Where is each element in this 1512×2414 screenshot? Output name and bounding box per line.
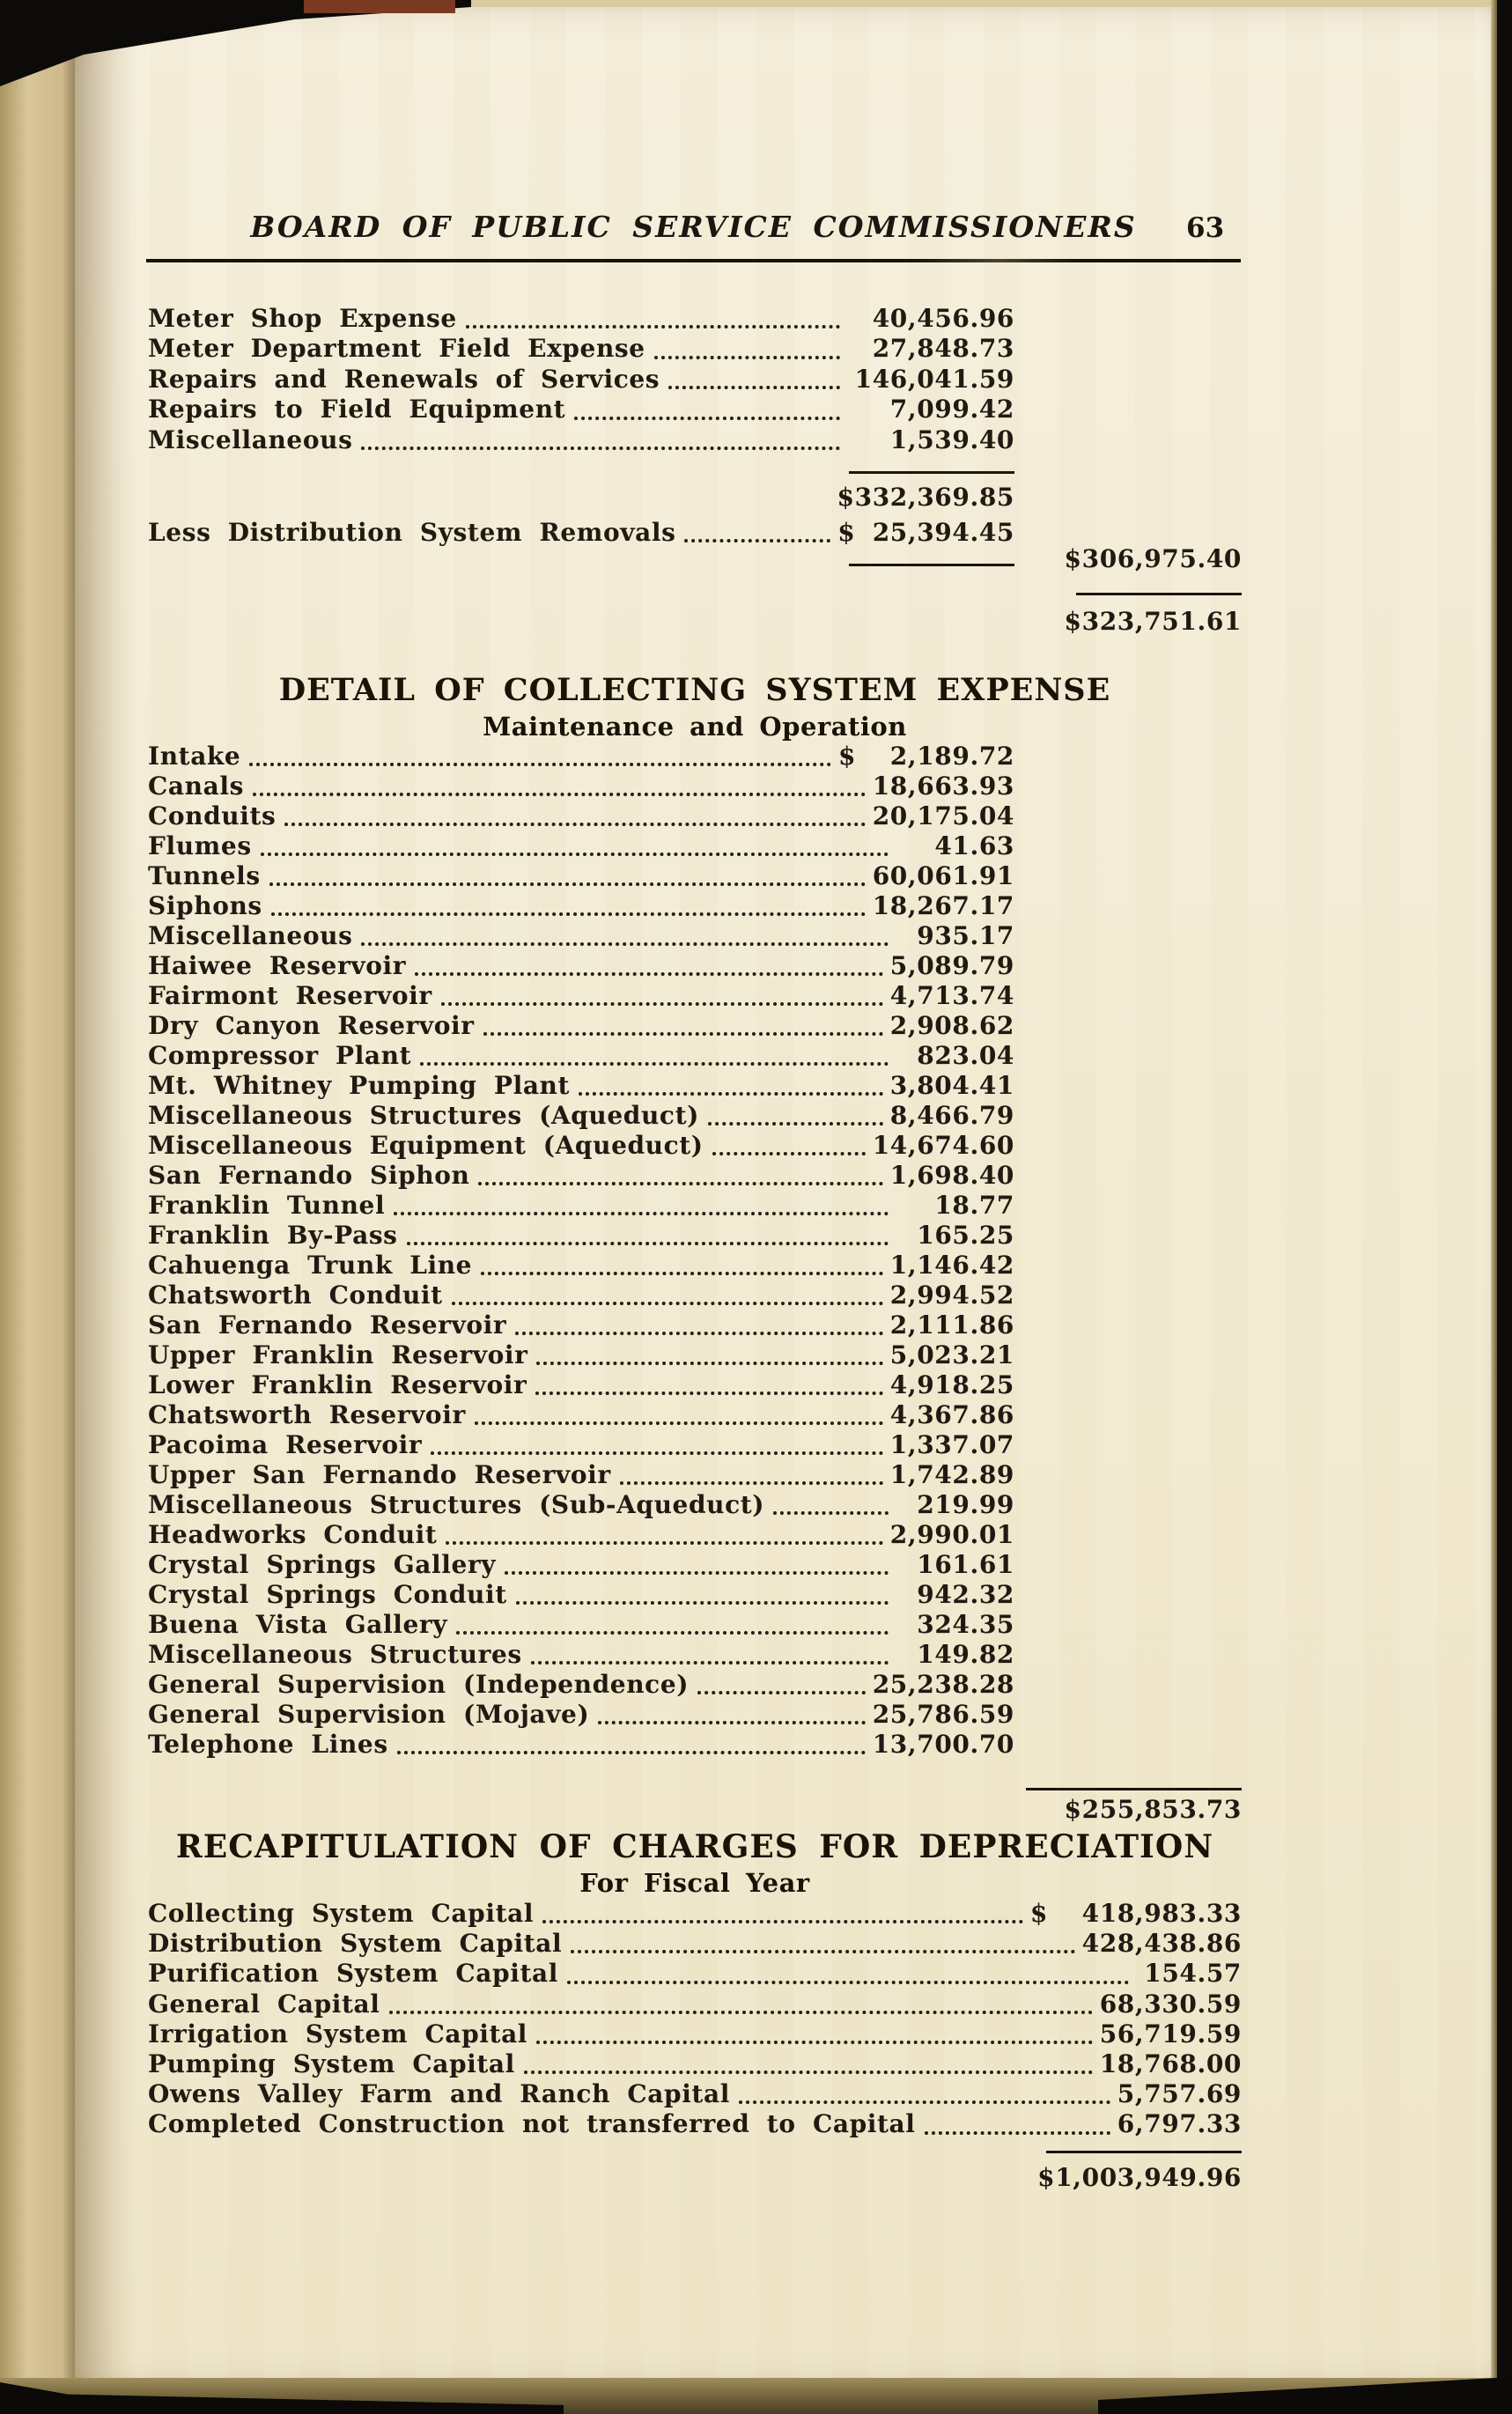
dot-leader	[531, 1661, 889, 1665]
ledger-row-value: 4,918.25	[889, 1370, 1014, 1399]
ledger-row-label: General Supervision (Mojave)	[148, 1700, 590, 1729]
ledger-row	[148, 365, 1014, 395]
ledger-row	[148, 1131, 1014, 1161]
dot-leader	[261, 853, 889, 856]
dot-leader	[579, 1092, 883, 1096]
ledger-row	[148, 1161, 1014, 1191]
dot-leader	[739, 2100, 1110, 2104]
ledger-row	[148, 801, 1014, 831]
ledger-row-value: 25,786.59	[872, 1700, 1014, 1729]
ledger-row-value: 1,539.40	[889, 424, 1014, 454]
dot-leader	[441, 1002, 883, 1006]
collecting-detail-subheading: Maintenance and Operation	[483, 712, 907, 742]
binding-edge-right	[1497, 0, 1512, 2414]
ledger-row-label: Meter Department Field Expense	[148, 334, 645, 364]
dot-leader	[397, 1751, 866, 1754]
dot-leader	[505, 1571, 889, 1575]
dot-leader	[708, 1122, 883, 1126]
ledger-row-label: Miscellaneous Structures	[148, 1640, 522, 1669]
dot-leader	[284, 823, 865, 826]
collecting-total: $255,853.73	[1064, 1795, 1242, 1824]
binding-patch-top	[304, 0, 455, 13]
ledger-row-value: 5,757.69	[1117, 2079, 1242, 2109]
ledger-row	[148, 1251, 1014, 1281]
ledger-row	[148, 1990, 1242, 2019]
ledger-row-value: 324.35	[917, 1610, 1014, 1639]
recapitulation-subheading: For Fiscal Year	[579, 1868, 810, 1898]
collecting-total-rule	[1026, 1788, 1242, 1790]
ledger-row-label: Canals	[148, 771, 244, 801]
dot-leader	[361, 942, 889, 946]
ledger-row-label: Franklin By-Pass	[148, 1221, 398, 1250]
dot-leader	[536, 1362, 882, 1365]
ledger-row	[148, 1221, 1014, 1251]
ledger-row-value: 149.82	[917, 1640, 1014, 1669]
ledger-row-label: Repairs to Field Equipment	[148, 395, 566, 424]
ledger-row-label: Pacoima Reservoir	[148, 1430, 423, 1459]
ledger-row	[148, 425, 1014, 455]
ledger-row-label: Completed Construction not transferred to Capital	[148, 2109, 916, 2139]
recap-total: $1,003,949.96	[1037, 2163, 1242, 2192]
ledger-row-label: General Capital	[148, 1989, 380, 2019]
ledger-row	[148, 1281, 1014, 1310]
expense-summary-section	[148, 304, 1242, 636]
ledger-row-value: 1,337.07	[889, 1430, 1014, 1459]
ledger-row-value: $ 2,189.72	[838, 742, 1014, 771]
dot-leader	[483, 1032, 883, 1036]
ledger-row	[148, 742, 1014, 771]
ledger-row-value: 428,438.86	[1081, 1929, 1242, 1959]
ledger-row-value: 165.25	[917, 1221, 1014, 1250]
ledger-row	[148, 2079, 1242, 2109]
collecting-detail-section	[148, 742, 1242, 1824]
ledger-row-label: Tunnels	[148, 861, 261, 890]
dot-leader	[571, 1950, 1074, 1953]
dot-leader	[654, 356, 840, 359]
ledger-row-label: Irrigation System Capital	[148, 2019, 528, 2049]
ledger-row-label: Intake	[148, 742, 241, 771]
ledger-row-label: San Fernando Reservoir	[148, 1310, 507, 1340]
net-total: $306,975.40	[1064, 544, 1242, 573]
ledger-row-label: Miscellaneous	[148, 921, 353, 950]
ledger-row	[148, 1460, 1014, 1490]
dot-leader	[420, 1062, 889, 1066]
ledger-row-label: Lower Franklin Reservoir	[148, 1370, 527, 1399]
dot-leader	[478, 1182, 882, 1185]
ledger-row	[148, 1490, 1014, 1520]
ledger-row-value: 68,330.59	[1099, 1989, 1242, 2019]
ledger-row-label: Fairmont Reservoir	[148, 981, 432, 1010]
document-page	[75, 7, 1497, 2381]
ledger-row-label: San Fernando Siphon	[148, 1161, 470, 1190]
dot-leader	[697, 1691, 866, 1694]
ledger-row-label: Miscellaneous Structures (Sub-Aqueduct)	[148, 1490, 765, 1519]
dot-leader	[452, 1302, 883, 1305]
ledger-row	[148, 395, 1014, 424]
ledger-row-label: Miscellaneous	[148, 424, 353, 454]
ledger-row	[148, 1191, 1014, 1221]
dot-leader	[456, 1631, 889, 1635]
ledger-row-value: 2,994.52	[889, 1281, 1014, 1310]
dot-leader	[542, 1920, 1023, 1923]
dot-leader	[925, 2131, 1110, 2135]
ledger-row	[148, 1929, 1242, 1959]
ledger-row-value: 823.04	[917, 1041, 1014, 1070]
ledger-row-value: 18,768.00	[1099, 2049, 1242, 2079]
grand-total-rule	[1076, 593, 1242, 595]
ledger-row	[148, 1899, 1242, 1929]
dot-leader	[620, 1481, 883, 1485]
ledger-row-value: 4,367.86	[889, 1400, 1014, 1429]
dot-leader	[361, 447, 840, 450]
ledger-row-value: 25,238.28	[872, 1670, 1014, 1699]
dot-leader	[712, 1152, 866, 1155]
ledger-row-value: 8,466.79	[889, 1101, 1014, 1130]
ledger-row-value: 13,700.70	[872, 1730, 1014, 1759]
ledger-row	[148, 1700, 1014, 1730]
ledger-row-label: Dry Canyon Reservoir	[148, 1011, 475, 1040]
expense-subtotal: $332,369.85	[837, 483, 1014, 512]
ledger-row	[148, 1610, 1014, 1640]
dot-leader	[536, 2041, 1093, 2044]
ledger-row-value: 4,713.74	[889, 981, 1014, 1010]
recapitulation-section	[148, 1899, 1242, 2192]
ledger-row-value: 3,804.41	[889, 1071, 1014, 1100]
ledger-row	[148, 1340, 1014, 1370]
ledger-row-label: Meter Shop Expense	[148, 304, 457, 333]
ledger-row	[148, 304, 1014, 334]
ledger-row	[148, 1520, 1014, 1550]
less-removals-label: Less Distribution System Removals	[148, 518, 676, 547]
dot-leader	[394, 1212, 889, 1215]
ledger-row-value: 2,111.86	[889, 1310, 1014, 1340]
dot-leader	[389, 2011, 1093, 2014]
ledger-row-value: 41.63	[934, 831, 1014, 860]
dot-leader	[567, 1981, 1129, 1984]
ledger-row-label: Crystal Springs Gallery	[148, 1550, 497, 1579]
ledger-row	[148, 1071, 1014, 1101]
ledger-row-label: Franklin Tunnel	[148, 1191, 386, 1220]
dot-leader	[253, 793, 866, 796]
dot-leader	[481, 1272, 883, 1275]
ledger-row-value: 161.61	[917, 1550, 1014, 1579]
ledger-row	[148, 891, 1014, 921]
dot-leader	[407, 1242, 889, 1245]
ledger-row-value: 942.32	[917, 1580, 1014, 1609]
ledger-row-value: 18,663.93	[872, 771, 1014, 801]
ledger-row	[148, 831, 1014, 861]
ledger-row-label: Chatsworth Conduit	[148, 1281, 443, 1310]
ledger-row	[148, 1041, 1014, 1071]
recapitulation-heading: RECAPITULATION OF CHARGES FOR DEPRECIATION	[175, 1828, 1214, 1865]
recap-total-rule	[1046, 2151, 1242, 2153]
ledger-row-value: 27,848.73	[872, 334, 1014, 364]
dot-leader	[773, 1511, 889, 1515]
book-page-edges-left	[0, 53, 77, 2396]
grand-total: $323,751.61	[1064, 607, 1242, 636]
ledger-row	[148, 334, 1014, 364]
ledger-row-value: 6,797.33	[1117, 2109, 1242, 2139]
dot-leader	[515, 1332, 883, 1335]
ledger-row-value: 1,146.42	[889, 1251, 1014, 1280]
collecting-detail-heading: DETAIL OF COLLECTING SYSTEM EXPENSE	[278, 672, 1111, 708]
ledger-row-label: Compressor Plant	[148, 1041, 412, 1070]
ledger-row-label: Headworks Conduit	[148, 1520, 438, 1549]
ledger-row-value: 5,089.79	[889, 951, 1014, 980]
ledger-row	[148, 1400, 1014, 1430]
ledger-row-label: Miscellaneous Structures (Aqueduct)	[148, 1101, 699, 1130]
ledger-row-label: Mt. Whitney Pumping Plant	[148, 1071, 571, 1100]
ledger-row-value: 14,674.60	[872, 1131, 1014, 1160]
ledger-row-label: Collecting System Capital	[148, 1899, 535, 1928]
book-page-edges-right	[1491, 0, 1497, 2414]
ledger-row	[148, 1640, 1014, 1670]
ledger-row-value: 1,698.40	[889, 1161, 1014, 1190]
dot-leader	[684, 539, 830, 543]
ledger-row-label: Distribution System Capital	[148, 1929, 563, 1959]
subtotal-rule	[849, 471, 1014, 474]
ledger-row	[148, 981, 1014, 1011]
ledger-row-label: Siphons	[148, 891, 262, 920]
dot-leader	[516, 1601, 889, 1605]
ledger-row	[148, 2049, 1242, 2079]
ledger-row-label: Buena Vista Gallery	[148, 1610, 448, 1639]
dot-leader	[598, 1721, 865, 1724]
collecting-detail-list	[148, 742, 1242, 1760]
ledger-row-label: Miscellaneous Equipment (Aqueduct)	[148, 1131, 704, 1160]
dot-leader	[574, 417, 840, 420]
ledger-row-value: 1,742.89	[889, 1460, 1014, 1489]
ledger-row-value: 20,175.04	[872, 801, 1014, 831]
ledger-row	[148, 1310, 1014, 1340]
ledger-row	[148, 1670, 1014, 1700]
ledger-row-label: Repairs and Renewals of Services	[148, 364, 660, 394]
ledger-row-label: Upper Franklin Reservoir	[148, 1340, 528, 1369]
header-rule	[146, 259, 1241, 262]
dot-leader	[446, 1541, 882, 1545]
ledger-row	[148, 2019, 1242, 2049]
ledger-row-value: 154.57	[1144, 1959, 1242, 1989]
ledger-row	[148, 1370, 1014, 1400]
dot-leader	[466, 325, 840, 329]
ledger-row-value: 60,061.91	[872, 861, 1014, 890]
ledger-row-label: Telephone Lines	[148, 1730, 388, 1759]
ledger-row-value: 146,041.59	[854, 364, 1014, 394]
expense-summary-list	[148, 304, 1242, 455]
ledger-row-value: 18,267.17	[872, 891, 1014, 920]
ledger-row-label: Chatsworth Reservoir	[148, 1400, 466, 1429]
ledger-row	[148, 1550, 1014, 1580]
ledger-row	[148, 771, 1014, 801]
ledger-row-value: 18.77	[934, 1191, 1014, 1220]
dot-leader	[431, 1451, 883, 1455]
ledger-row-value: 7,099.42	[889, 395, 1014, 424]
dot-leader	[668, 386, 840, 389]
dot-leader	[524, 2071, 1093, 2074]
ledger-row-label: Purification System Capital	[148, 1959, 558, 1989]
ledger-row-label: Crystal Springs Conduit	[148, 1580, 507, 1609]
ledger-row	[148, 1580, 1014, 1610]
ledger-row	[148, 1730, 1014, 1760]
dot-leader	[271, 912, 866, 916]
ledger-row	[148, 861, 1014, 891]
ledger-row	[148, 1101, 1014, 1131]
recapitulation-list	[148, 1899, 1242, 2140]
ledger-row	[148, 1011, 1014, 1041]
ledger-row-label: General Supervision (Independence)	[148, 1670, 690, 1699]
less-removals-value: $ 25,394.45	[837, 518, 1014, 547]
ledger-row	[148, 1430, 1014, 1460]
ledger-row	[148, 921, 1014, 951]
ledger-row	[148, 951, 1014, 981]
page-number: 63	[1186, 212, 1225, 244]
ledger-row-value: 935.17	[917, 921, 1014, 950]
ledger-row-label: Flumes	[148, 831, 252, 860]
ledger-row-value: 40,456.96	[872, 304, 1014, 333]
running-head-title: BOARD OF PUBLIC SERVICE COMMISSIONERS	[250, 210, 1137, 244]
ledger-row-label: Upper San Fernando Reservoir	[148, 1460, 611, 1489]
dot-leader	[535, 1392, 882, 1395]
ledger-row-value: 5,023.21	[889, 1340, 1014, 1369]
dot-leader	[475, 1421, 883, 1425]
ledger-row-label: Owens Valley Farm and Ranch Capital	[148, 2079, 730, 2109]
ledger-row-label: Pumping System Capital	[148, 2049, 515, 2079]
ledger-row-value: 219.99	[917, 1490, 1014, 1519]
ledger-row	[148, 1959, 1242, 1989]
ledger-row-value: 2,908.62	[889, 1011, 1014, 1040]
ledger-row-label: Haiwee Reservoir	[148, 951, 407, 980]
dot-leader	[249, 763, 831, 766]
ledger-row-label: Cahuenga Trunk Line	[148, 1251, 473, 1280]
dot-leader	[415, 972, 883, 976]
ledger-row-label: Conduits	[148, 801, 277, 831]
dot-leader	[269, 882, 866, 886]
ledger-row-value: 56,719.59	[1099, 2019, 1242, 2049]
ledger-row	[148, 2109, 1242, 2139]
ledger-row-value: $ 418,983.33	[1029, 1899, 1242, 1928]
ledger-row-value: 2,990.01	[889, 1520, 1014, 1549]
